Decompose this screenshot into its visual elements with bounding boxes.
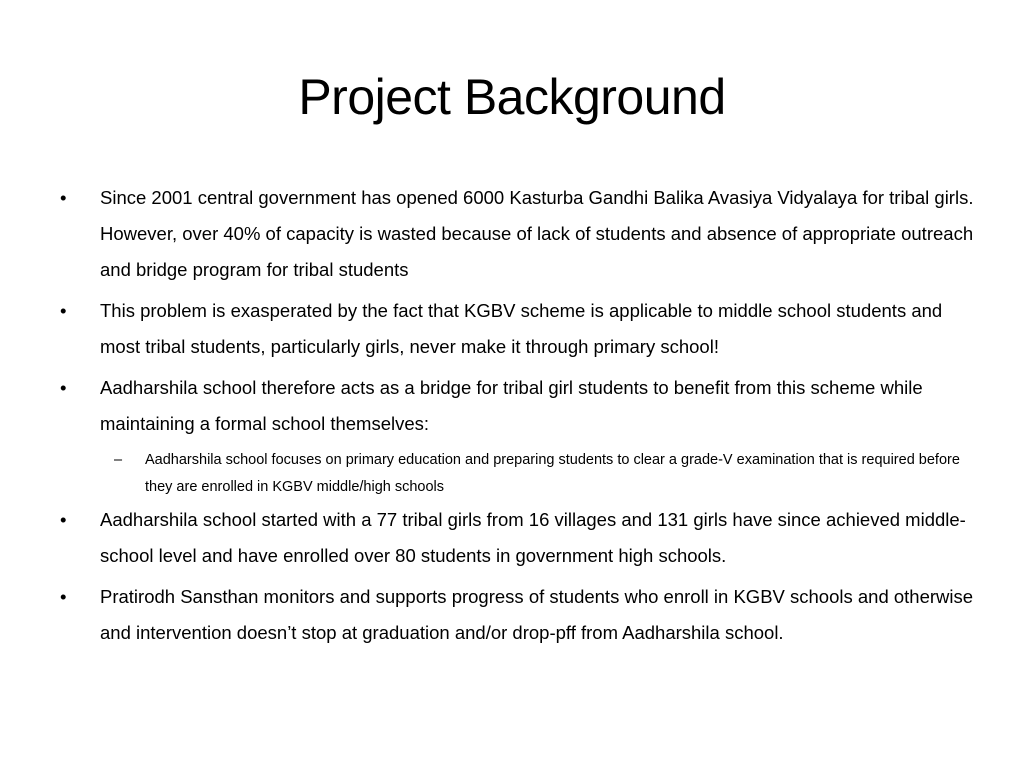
- bullet-item: [60, 370, 980, 442]
- bullet-icon: •: [60, 377, 67, 398]
- sub-bullet-list: [60, 447, 980, 501]
- sub-bullet-item: [60, 447, 980, 501]
- bullet-icon: •: [60, 509, 67, 530]
- bullet-list: [60, 180, 980, 656]
- bullet-icon: •: [60, 187, 67, 208]
- bullet-icon: •: [60, 300, 67, 321]
- bullet-item: [60, 293, 980, 365]
- bullet-text: Pratirodh Sansthan monitors and supports progress of students who enroll in KGBV schools and otherwise and intervention doesn’t stop at graduation and/or drop-pff from Aadharshila school.: [100, 586, 974, 643]
- bullet-text: Since 2001 central government has opened 6000 Kasturba Gandhi Balika Avasiya Vidyalaya for tribal girls. However, over 40% of capacity is wasted because of lack of students and absence of appropriate outreach and bridge program for tribal students: [100, 187, 974, 280]
- sub-bullet-text: Aadharshila school focuses on primary education and preparing students to clear a grade-V examination that is required before they are enrolled in KGBV middle/high schools: [145, 452, 960, 495]
- bullet-text: Aadharshila school started with a 77 tribal girls from 16 villages and 131 girls have since achieved middle-school level and have enrolled over 80 students in government high schools.: [100, 509, 966, 566]
- bullet-text: This problem is exasperated by the fact that KGBV scheme is applicable to middle school students and most tribal students, particularly girls, never make it through primary school!: [100, 300, 943, 357]
- bullet-item: [60, 502, 980, 574]
- bullet-item: [60, 180, 980, 288]
- bullet-item: [60, 579, 980, 651]
- sub-bullet-group: [60, 447, 980, 501]
- slide-title: Project Background: [298, 69, 726, 125]
- dash-icon: –: [114, 452, 123, 468]
- bullet-text: Aadharshila school therefore acts as a bridge for tribal girl students to benefit from this scheme while maintaining a formal school themselves:: [100, 377, 923, 434]
- bullet-icon: •: [60, 586, 67, 607]
